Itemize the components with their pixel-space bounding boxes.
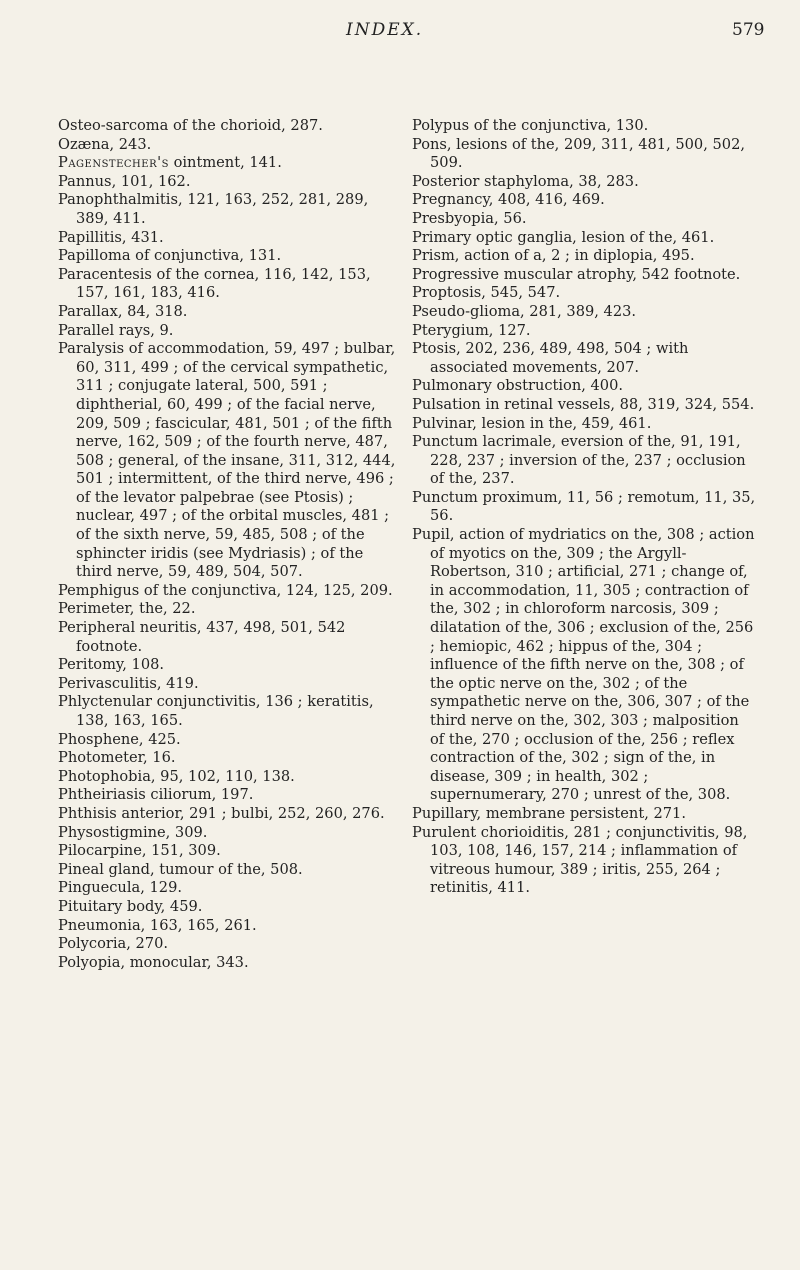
index-entry	[58, 303, 403, 322]
index-term: Pagenstecher's	[58, 154, 169, 172]
index-term: Parallel	[58, 321, 115, 339]
index-entry	[412, 526, 757, 805]
index-entry	[58, 247, 403, 266]
index-references: chorioiditis, 281 ; conjunctivitis, 98, 103, 108, 146, 157, 214 ; inflammation of vitreous humour, 389 ; iritis, 255, 264 ; retinitis, 411.	[430, 823, 748, 897]
index-term: Paracentesis	[58, 265, 152, 283]
index-term: Pons	[412, 135, 447, 153]
index-entry	[58, 805, 403, 824]
index-term: Pannus	[58, 172, 112, 190]
index-entry	[412, 191, 757, 210]
index-term: Pineal	[58, 860, 104, 878]
index-references: of the conjunctiva, 130.	[469, 117, 649, 134]
index-term: Pilocarpine	[58, 842, 142, 860]
index-entry	[58, 229, 403, 248]
index-references: , 129.	[140, 879, 182, 897]
index-entry	[58, 191, 403, 228]
index-references: optic ganglia, lesion of the, 461.	[471, 228, 715, 246]
index-references: , 431.	[121, 228, 164, 246]
running-head: INDEX.	[346, 20, 424, 40]
index-references: in retinal vessels, 88, 319, 324, 554.	[480, 395, 755, 413]
index-references: , monocular, 343.	[120, 953, 249, 971]
index-entry	[412, 415, 757, 434]
index-entry	[58, 879, 403, 898]
index-term: Posterior	[412, 172, 480, 190]
index-references: , lesions of the, 209, 311, 481, 500, 502, 509.	[430, 135, 745, 172]
index-term: Phtheiriasis	[58, 786, 146, 804]
index-term: Pulvinar	[412, 414, 473, 432]
index-term: Prism	[412, 247, 455, 265]
index-entry	[58, 340, 403, 582]
index-term: Pseudo-glioma	[412, 302, 521, 320]
index-references: , 56.	[494, 209, 527, 227]
index-term: Paralysis	[58, 340, 125, 358]
index-term: Physostigmine	[58, 823, 166, 841]
index-references: obstruction, 400.	[491, 377, 624, 395]
index-entry	[412, 805, 757, 824]
index-term: Punctum	[412, 433, 478, 451]
index-references: , membrane persistent, 271.	[476, 804, 686, 822]
index-references: , 101, 162.	[111, 172, 191, 190]
index-entry	[58, 898, 403, 917]
index-term: Presbyopia	[412, 209, 495, 227]
index-term: Pregnancy	[412, 191, 489, 209]
index-term: Proptosis	[412, 284, 482, 302]
index-entry	[58, 786, 403, 805]
index-column-left	[58, 117, 403, 972]
index-references: , 163, 165, 261.	[140, 916, 257, 934]
index-entry	[58, 935, 403, 954]
index-term: Polypus	[412, 117, 470, 134]
index-term: Pneumonia	[58, 916, 141, 934]
page-header	[0, 18, 800, 48]
index-entry	[58, 656, 403, 675]
index-entry	[58, 842, 403, 861]
index-references: , action of a, 2 ; in diplopia, 495.	[454, 247, 695, 265]
index-term: Phlyctenular	[58, 693, 152, 711]
index-term: Pulmonary	[412, 377, 492, 395]
index-references: , 95, 102, 110, 138.	[150, 767, 295, 785]
index-references: muscular atrophy, 542 footnote.	[499, 265, 741, 283]
index-references: , 127.	[488, 321, 531, 339]
index-column-right	[412, 117, 757, 898]
index-references: rays, 9.	[114, 321, 174, 339]
index-references: , 545, 547.	[481, 284, 561, 302]
index-entry	[58, 322, 403, 341]
index-entry	[412, 247, 757, 266]
index-references: , 408, 416, 469.	[488, 191, 605, 209]
index-entry	[58, 154, 403, 173]
index-entry	[58, 619, 403, 656]
index-references: , 270.	[126, 935, 169, 953]
index-term: Photometer	[58, 749, 144, 767]
index-references: of accommodation, 59, 497 ; bulbar, 60, 311, 499 ; of the cervical sympathetic, 311 ; conjugate lateral, 500, 591 ; diphtherial, 60, 499 ; of the facial nerve, 209, 509 ; fascicular, 481, 501 ; of the fifth nerve, 162, 509 ; of the fourth nerve, 487, 508 ; general, of the insane, 311, 312, 444, 501 ; intermittent, of the third nerve, 496 ; of the levator palpebrae (see Ptosis) ; nuclear, 497 ; of the orbital muscles, 481 ; of the sixth nerve, 59, 485, 508 ; of the sphincter iridis (see Mydriasis) ; of the third nerve, 59, 489, 504, 507.	[76, 340, 396, 581]
index-entry	[58, 824, 403, 843]
index-references: , 16.	[143, 749, 176, 767]
index-entry	[412, 433, 757, 489]
index-term: Perivasculitis	[58, 674, 157, 692]
index-references: conjunctivitis, 136 ; keratitis, 138, 163, 165.	[76, 693, 374, 729]
index-references: , 309.	[165, 823, 208, 841]
index-term: Peripheral	[58, 619, 136, 637]
index-term: Primary	[412, 228, 472, 246]
index-references: , 202, 236, 489, 498, 504 ; with associated movements, 207.	[430, 340, 689, 376]
index-term: Phthisis	[58, 804, 117, 822]
index-entry	[412, 824, 757, 898]
index-references: , 419.	[156, 674, 199, 692]
index-term: Progressive	[412, 265, 500, 283]
index-references: anterior, 291 ; bulbi, 252, 260, 276.	[116, 804, 385, 822]
index-entry	[58, 917, 403, 936]
index-entry	[412, 322, 757, 341]
index-references: proximum, 11, 56 ; remotum, 11, 35, 56.	[430, 488, 756, 525]
index-entry	[58, 861, 403, 880]
index-entry	[58, 173, 403, 192]
index-entry	[412, 266, 757, 285]
index-references: , 108.	[122, 656, 165, 674]
index-term: Pulsation	[412, 395, 481, 413]
index-references: , 151, 309.	[141, 842, 221, 860]
index-term: Perimeter	[58, 600, 130, 618]
index-references: , 425.	[138, 730, 181, 748]
index-entry	[412, 117, 757, 136]
index-entry	[58, 136, 403, 155]
index-term: Pemphigus	[58, 581, 140, 599]
index-entry	[58, 954, 403, 973]
index-entry	[412, 396, 757, 415]
index-entry	[58, 266, 403, 303]
index-entry	[58, 693, 403, 730]
index-references: , lesion in the, 459, 461.	[472, 414, 652, 432]
index-references: ciliorum, 197.	[145, 786, 254, 804]
index-term: Peritomy	[58, 656, 123, 674]
index-term: Pterygium	[412, 321, 489, 339]
index-references: of conjunctiva, 131.	[130, 247, 282, 265]
index-term: Osteo-sarcoma	[58, 117, 169, 134]
index-term: Papillitis	[58, 228, 122, 246]
index-references: lacrimale, eversion of the, 91, 191, 228, 237 ; inversion of the, 237 ; occlusion of the, 237.	[430, 433, 746, 488]
index-term: Pupillary	[412, 804, 477, 822]
index-term: Parallax	[58, 302, 118, 320]
index-references: of the cornea, 116, 142, 153, 157, 161, 183, 416.	[76, 265, 371, 302]
index-entry	[58, 117, 403, 136]
index-term: Papilloma	[58, 247, 131, 265]
index-entry	[412, 377, 757, 396]
index-references: body, 459.	[122, 897, 203, 915]
index-entry	[412, 136, 757, 173]
index-term: Ptosis	[412, 340, 457, 358]
index-references: neuritis, 437, 498, 501, 542 footnote.	[76, 619, 346, 655]
index-entry	[58, 749, 403, 768]
index-entry	[412, 303, 757, 322]
index-entry	[58, 582, 403, 601]
index-references: of the chorioid, 287.	[168, 117, 323, 134]
index-references: gland, tumour of the, 508.	[103, 860, 303, 878]
index-entry	[58, 731, 403, 750]
index-entry	[412, 210, 757, 229]
index-entry	[58, 768, 403, 787]
index-references: , the, 22.	[129, 600, 196, 618]
index-references: , 121, 163, 252, 281, 289, 389, 411.	[76, 191, 369, 227]
index-entry	[412, 489, 757, 526]
index-term: Pinguecula	[58, 879, 141, 897]
index-references: , action of mydriatics on the, 308 ; action of myotics on the, 309 ; the Argyll-Robertson, 310 ; artificial, 271 ; change of, in accommodation, 11, 305 ; contraction of the, 302 ; in chloroform narcosis, 309 ; dilatation of the, 306 ; exclusion of the, 256 ; hemiopic, 462 ; hippus of the, 304 ; influence of the fifth nerve on the, 308 ; of the optic nerve on the, 302 ; of the sympathetic nerve on the, 306, 307 ; of the third nerve on the, 302, 303 ; malposition of the, 270 ; occlusion of the, 256 ; reflex contraction of the, 302 ; sign of the, in disease, 309 ; in health, 302 ; supernumerary, 270 ; unrest of the, 308.	[430, 526, 755, 804]
index-entry	[58, 600, 403, 619]
index-term: Pituitary	[58, 897, 123, 915]
index-references: , 281, 389, 423.	[520, 302, 637, 320]
index-references: staphyloma, 38, 283.	[479, 172, 639, 190]
index-term: Purulent	[412, 823, 477, 841]
index-term: Polycoria	[58, 935, 127, 953]
index-references: , 84, 318.	[117, 302, 188, 320]
index-entry	[58, 675, 403, 694]
index-references: ointment, 141.	[168, 154, 282, 172]
page-number: 579	[732, 20, 765, 40]
index-term: Phosphene	[58, 730, 139, 748]
index-term: Ozæna	[58, 135, 110, 153]
index-entry	[412, 173, 757, 192]
index-term: Panophthalmitis	[58, 191, 178, 209]
index-references: of the conjunctiva, 124, 125, 209.	[139, 581, 393, 599]
index-references: , 243.	[109, 135, 152, 153]
index-term: Polyopia	[58, 953, 121, 971]
index-entry	[412, 340, 757, 377]
index-entry	[412, 284, 757, 303]
index-term: Punctum	[412, 488, 478, 506]
index-term: Pupil	[412, 526, 450, 544]
index-term: Photophobia	[58, 767, 151, 785]
index-entry	[412, 229, 757, 248]
